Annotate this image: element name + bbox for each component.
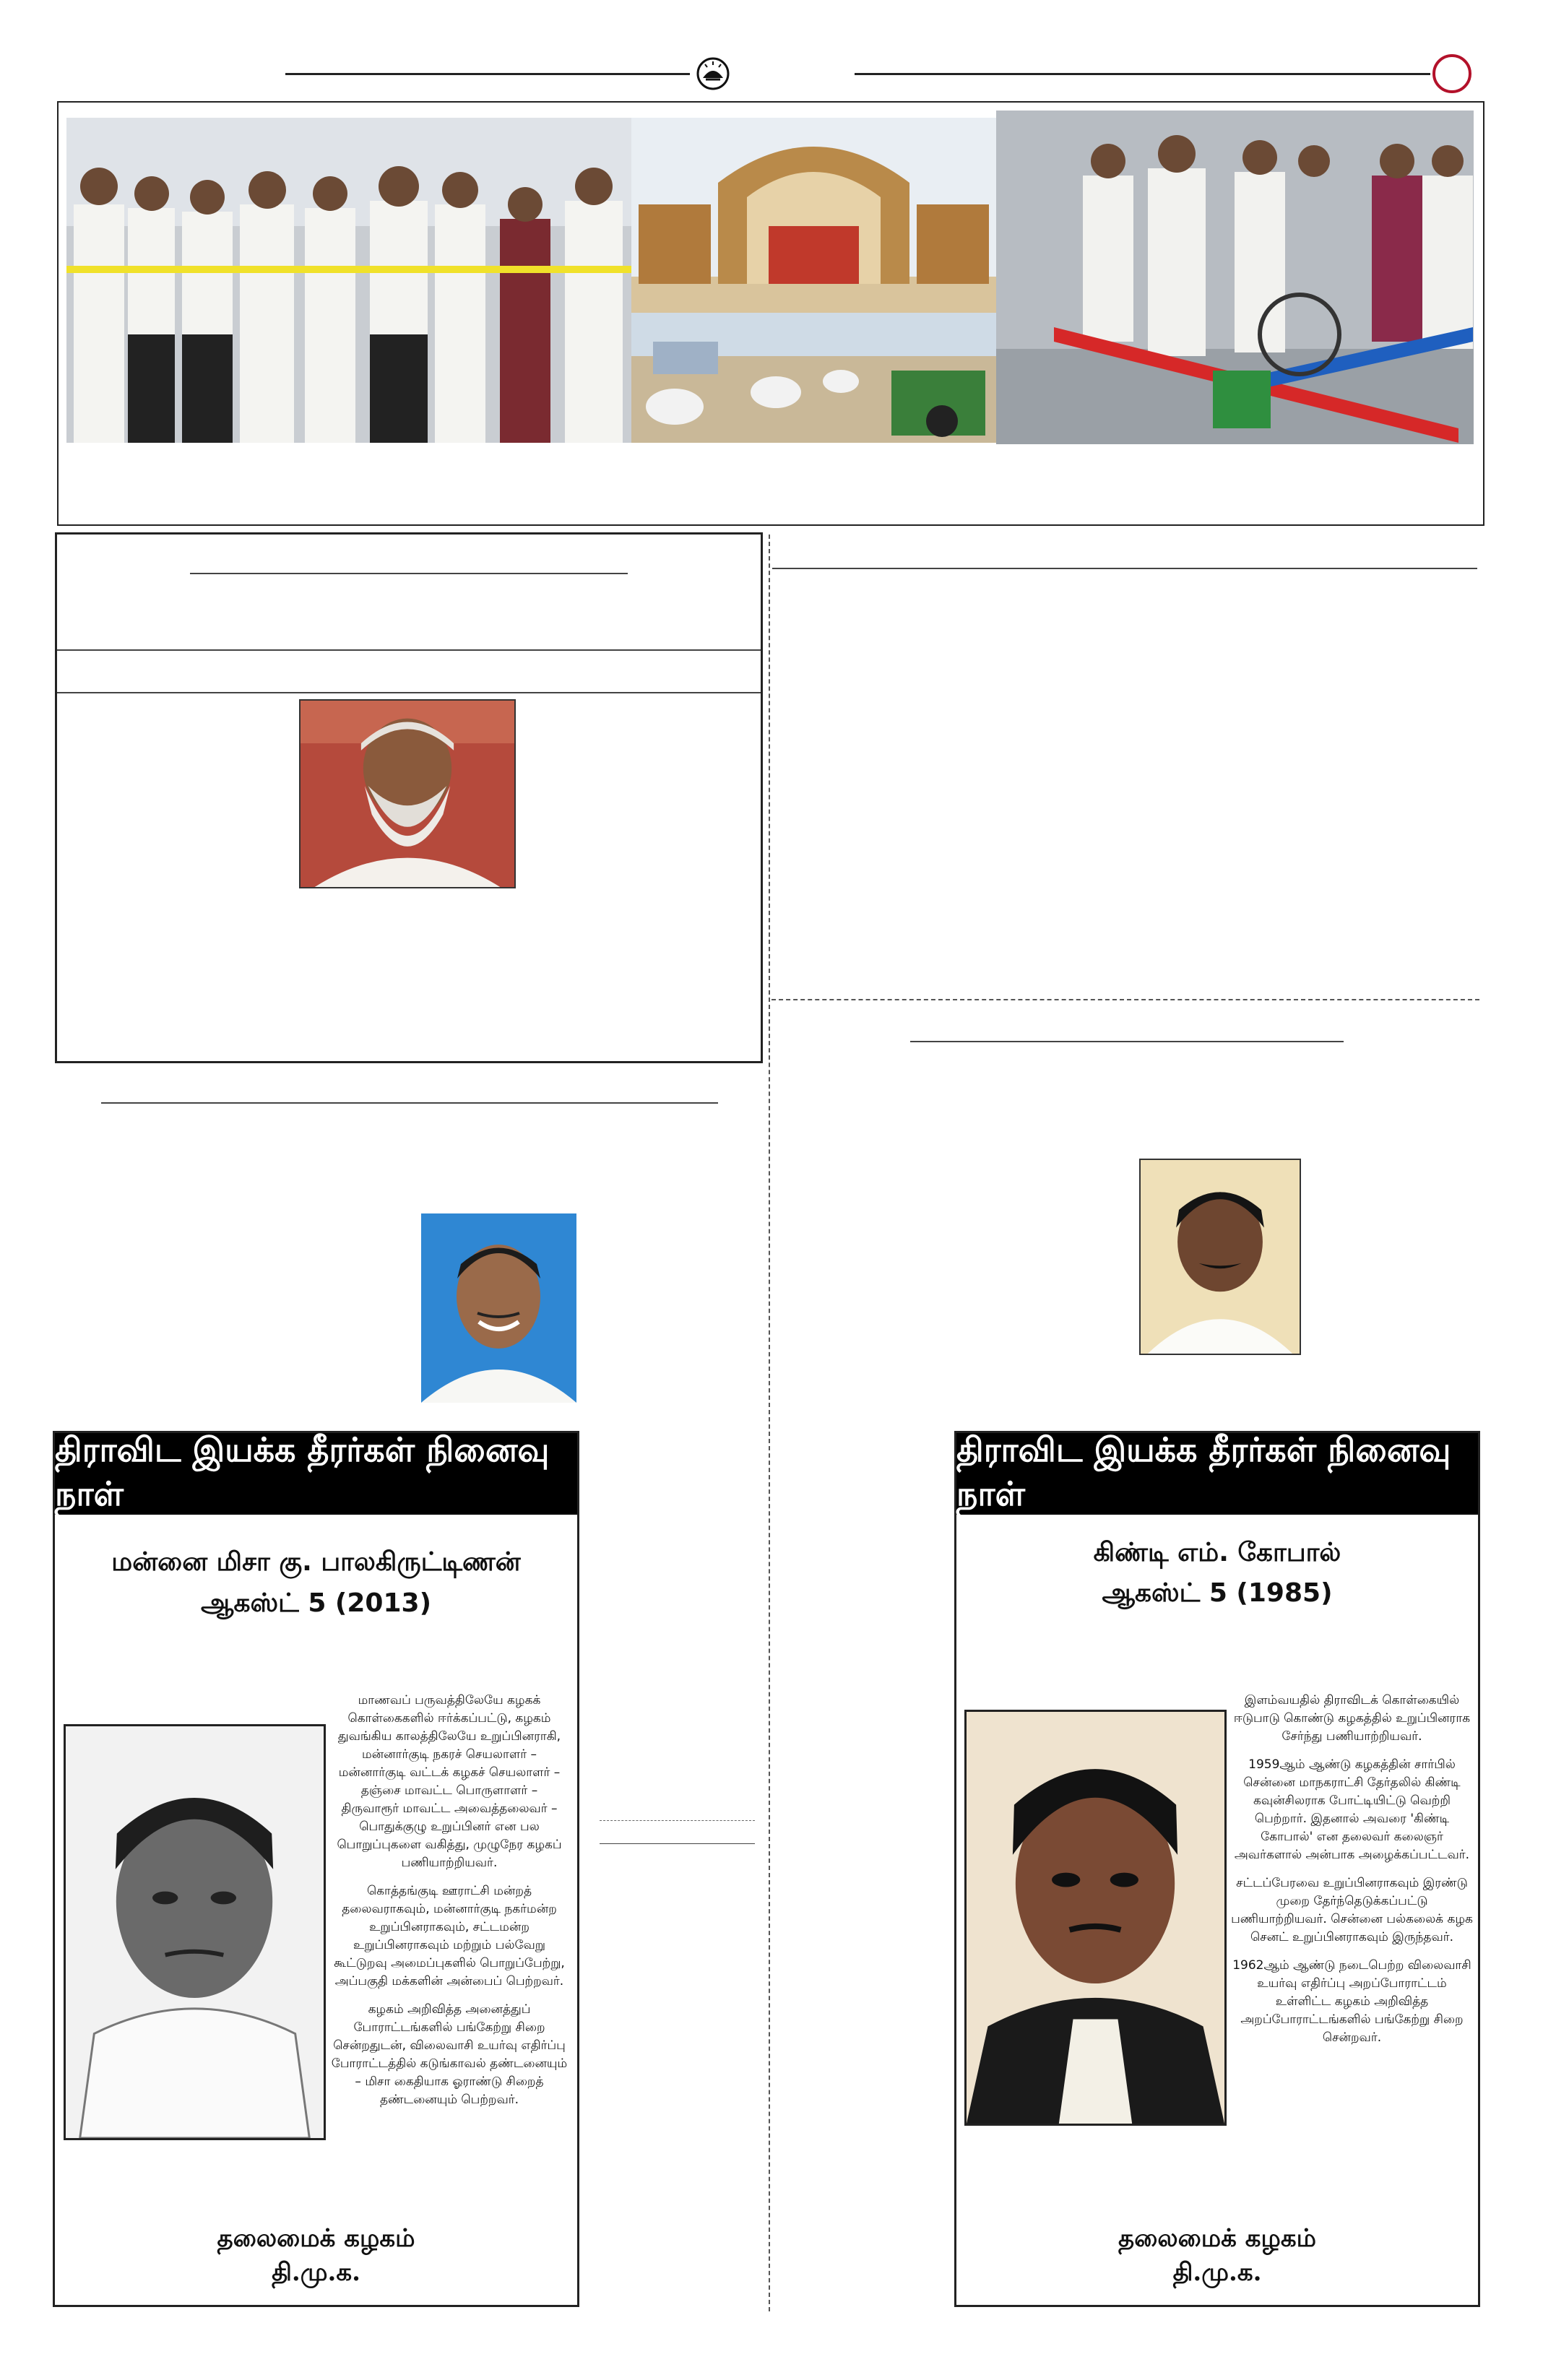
- right-column-dashed-separator: [772, 999, 1479, 1000]
- bio-paragraph: கொத்தங்குடி ஊராட்சி மன்றத் தலைவராகவும், மன்னார்குடி நகர்மன்ற உறுப்பினராகவும், சட்டமன்ற உறுப்பினராகவும் மற்றும் பல்வேறு கூட்டுறவு அமைப்புகளில் பொறுப்பேற்று, அப்பகுதி மக்களின் அன்பைப் பெற்றவர்.: [334, 1884, 565, 1989]
- bio-paragraph: இளம்வயதில் திராவிடக் கொள்கையில் ஈடுபாடு கொண்டு கழகத்தில் உறுப்பினராக சேர்ந்து பணியாற்றியவர்.: [1233, 1693, 1471, 1744]
- bio-paragraph: சட்டப்பேரவை உறுப்பினராகவும் இரண்டு முறை தேர்ந்தெடுக்கப்பட்டு பணியாற்றியவர். சென்னை பல்கலைக் கழக செனட் உறுப்பினராகவும் இருந்தவர்.: [1231, 1876, 1473, 1944]
- tribute-issuer: தலைமைக் கழகம்: [1118, 2224, 1316, 2253]
- bio-paragraph: 1959ஆம் ஆண்டு கழகத்தின் சார்பில் சென்னை மாநகராட்சி தேர்தலில் கிண்டி கவுன்சிலராக போட்டியிட்டு வெற்றி பெற்றார். இதனால் அவரை 'கிண்டி கோபால்' என தலைவர் கலைஞர் அவர்களால் அன்பாக அழைக்கப்பட்டவர்.: [1234, 1757, 1470, 1862]
- left-box-divider-1: [57, 649, 761, 651]
- beach-play-area-photo: [631, 313, 996, 443]
- tribute-biography: [1231, 1692, 1473, 2057]
- mustached-leader-portrait: [1139, 1159, 1301, 1355]
- middle-small-dotted-rule: [600, 1820, 755, 1821]
- bio-paragraph: கழகம் அறிவித்த அனைத்துப் போராட்டங்களில் பங்கேற்று சிறை சென்றதுடன், விலைவாசி உயர்வு எதிர்ப்பு போராட்டத்தில் கடுங்காவல் தண்டனையும் – மிசா கைதியாக ஓராண்டு சிறைத் தண்டனையும் பெற்றவர்.: [331, 2002, 568, 2107]
- tribute-person-name: மன்னை மிசா கு. பாலகிருட்டிணன்: [111, 1547, 521, 1577]
- right-article-headline-rule: [772, 568, 1477, 569]
- right-lower-headline-rule: [910, 1041, 1344, 1042]
- rising-sun-emblem-icon: [696, 56, 730, 91]
- tribute-person-name: கிண்டி எம். கோபால்: [1093, 1538, 1341, 1567]
- tribute-issuer: தலைமைக் கழகம்: [217, 2224, 415, 2253]
- left-article-headline-rule: [101, 1102, 718, 1104]
- tribute-date: ஆகஸ்ட் 5 (1985): [1102, 1578, 1333, 1608]
- gopal-portrait: [964, 1710, 1227, 2126]
- bearded-leader-portrait: [299, 699, 516, 888]
- bio-paragraph: மாணவப் பருவத்திலேயே கழகக் கொள்கைகளில் ஈர்க்கப்பட்டு, கழகம் துவங்கிய காலத்திலேயே உறுப்பினராகி, மன்னார்குடி நகரச் செயலாளர் – மன்னார்குடி வட்டக் கழகச் செயலாளர் – தஞ்சை மாவட்ட பொருளாளர் – திருவாரூர் மாவட்ட அவைத்தலைவர் – பொதுக்குழு உறுப்பினர் என பல பொறுப்புகளை வகித்து, முழுநேர கழகப் பணியாற்றியவர்.: [337, 1693, 562, 1870]
- middle-small-rule: [600, 1843, 755, 1844]
- left-box-divider-2: [57, 692, 761, 693]
- balakrishnan-portrait: [64, 1724, 326, 2140]
- tribute-banner: திராவிட இயக்க தீரர்கள் நினைவு நாள்: [956, 1433, 1478, 1515]
- circle-marker-icon: [1432, 54, 1471, 93]
- header-rule-right: [855, 73, 1430, 75]
- tribute-party: தி.மு.க.: [1172, 2258, 1262, 2287]
- column-divider: [769, 535, 770, 2311]
- park-entrance-arch-photo: [631, 118, 996, 313]
- accessible-seesaw-photo: [996, 111, 1474, 444]
- tribute-banner: திராவிட இயக்க தீரர்கள் நினைவு நாள்: [55, 1433, 577, 1515]
- tribute-date: ஆகஸ்ட் 5 (2013): [200, 1588, 432, 1618]
- tribute-party: தி.மு.க.: [272, 2258, 360, 2287]
- left-box-headline-rule: [190, 573, 628, 574]
- smiling-leader-portrait: [421, 1213, 576, 1403]
- ribbon-cutting-photo: [66, 118, 631, 443]
- header-rule-left: [285, 73, 690, 75]
- tribute-biography: [331, 1692, 568, 2119]
- bio-paragraph: 1962ஆம் ஆண்டு நடைபெற்ற விலைவாசி உயர்வு எதிர்ப்பு அறப்போராட்டம் உள்ளிட்ட கழகம் அறிவித்த அறப்போராட்டங்களில் பங்கேற்று சிறை சென்றவர்.: [1232, 1958, 1471, 2045]
